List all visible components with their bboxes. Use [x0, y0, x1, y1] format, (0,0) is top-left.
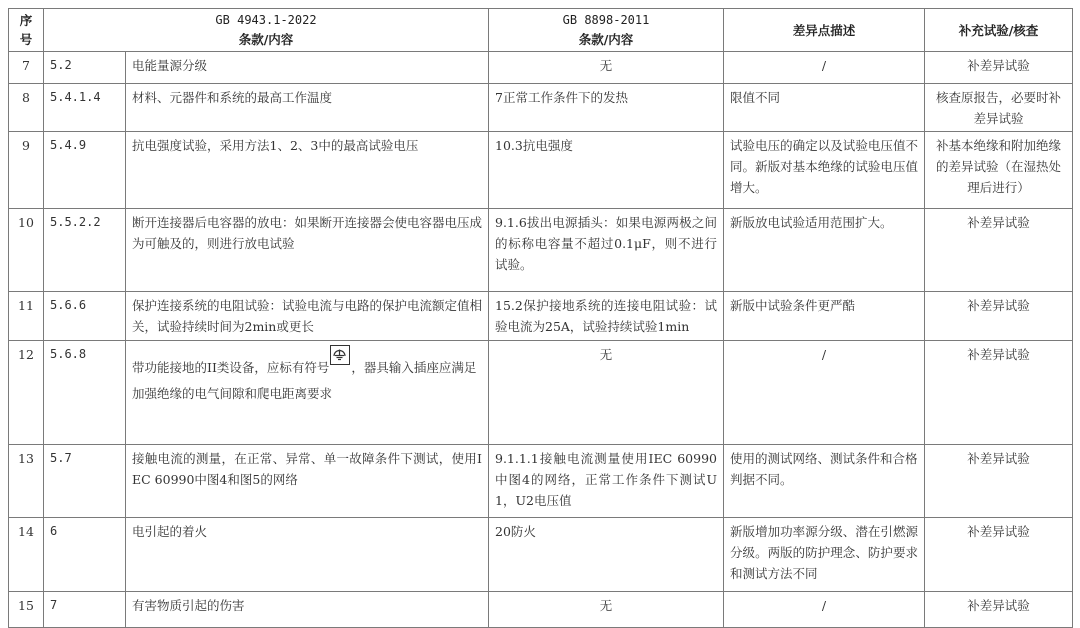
- row-supplement: 补差异试验: [925, 341, 1073, 445]
- row-no: 11: [9, 292, 44, 341]
- row-diff: 使用的测试网络、测试条件和合格判据不同。: [724, 445, 925, 518]
- row-diff: /: [724, 341, 925, 445]
- row-content: 有害物质引起的伤害: [126, 592, 489, 628]
- row-old-clause: 无: [489, 52, 724, 84]
- table-row: [9, 592, 1073, 628]
- row-old-clause: 无: [489, 341, 724, 445]
- row-clause: 5.2: [44, 52, 126, 84]
- row-content: 保护连接系统的电阻试验：试验电流与电路的保护电流额定值相关，试验持续时间为2min或更长: [126, 292, 489, 341]
- row-no: 8: [9, 84, 44, 132]
- row-clause: 5.6.6: [44, 292, 126, 341]
- row-no: 13: [9, 445, 44, 518]
- header-gb8898-sub: 条款/内容: [578, 32, 634, 47]
- table-row: [9, 52, 1073, 84]
- row-diff: /: [724, 592, 925, 628]
- row-no: 12: [9, 341, 44, 445]
- table-row: [9, 209, 1073, 292]
- table-row: [9, 518, 1073, 592]
- row-content-after: ，器具输入插座应满足加强绝缘的电气间隙和爬电距离要求: [132, 360, 477, 401]
- comparison-table: [8, 8, 1073, 628]
- row-diff: 新版增加功率源分级、潜在引燃源分级。两版的防护理念、防护要求和测试方法不同: [724, 518, 925, 592]
- row-no: 14: [9, 518, 44, 592]
- header-no: 序号: [9, 9, 44, 52]
- header-gb8898: [489, 9, 724, 52]
- row-old-clause: 无: [489, 592, 724, 628]
- row-diff: 试验电压的确定以及试验电压值不同。新版对基本绝缘的试验电压值增大。: [724, 132, 925, 209]
- header-gb4943: [44, 9, 489, 52]
- row-content: 电引起的着火: [126, 518, 489, 592]
- row-old-clause: 20防火: [489, 518, 724, 592]
- row-supplement: 补差异试验: [925, 445, 1073, 518]
- header-gb4943-name: GB 4943.1-2022: [215, 13, 317, 27]
- row-content: [126, 341, 489, 445]
- row-old-clause: 9.1.6拔出电源插头：如果电源两极之间的标称电容量不超过0.1μF，则不进行试验。: [489, 209, 724, 292]
- row-supplement: 补差异试验: [925, 52, 1073, 84]
- row-supplement: 补差异试验: [925, 518, 1073, 592]
- row-diff: /: [724, 52, 925, 84]
- row-clause: 5.5.2.2: [44, 209, 126, 292]
- row-old-clause: 7正常工作条件下的发热: [489, 84, 724, 132]
- header-gb8898-name: GB 8898-2011: [562, 13, 650, 27]
- header-diff: 差异点描述: [724, 9, 925, 52]
- row-content: 抗电强度试验，采用方法1、2、3中的最高试验电压: [126, 132, 489, 209]
- row-diff: 限值不同: [724, 84, 925, 132]
- row-no: 10: [9, 209, 44, 292]
- row-content: 接触电流的测量，在正常、异常、单一故障条件下测试，使用IEC 60990中图4和图5的网络: [126, 445, 489, 518]
- functional-earth-symbol-icon: [330, 345, 350, 365]
- row-clause: 7: [44, 592, 126, 628]
- table-row: [9, 132, 1073, 209]
- row-diff: 新版放电试验适用范围扩大。: [724, 209, 925, 292]
- row-content: 材料、元器件和系统的最高工作温度: [126, 84, 489, 132]
- row-supplement: 补差异试验: [925, 592, 1073, 628]
- row-supplement: 补基本绝缘和附加绝缘的差异试验（在湿热处理后进行）: [925, 132, 1073, 209]
- row-clause: 6: [44, 518, 126, 592]
- table-header-row: [9, 9, 1073, 52]
- table-row: [9, 341, 1073, 445]
- row-supplement: 核查原报告，必要时补差异试验: [925, 84, 1073, 132]
- row-content-before: 带功能接地的II类设备，应标有符号: [132, 360, 330, 375]
- row-no: 7: [9, 52, 44, 84]
- header-gb4943-sub: 条款/内容: [238, 32, 294, 47]
- row-no: 9: [9, 132, 44, 209]
- header-supplement: 补充试验/核查: [925, 9, 1073, 52]
- row-no: 15: [9, 592, 44, 628]
- row-content: 断开连接器后电容器的放电：如果断开连接器会使电容器电压成为可触及的，则进行放电试验: [126, 209, 489, 292]
- row-content: 电能量源分级: [126, 52, 489, 84]
- row-diff: 新版中试验条件更严酷: [724, 292, 925, 341]
- table-row: [9, 84, 1073, 132]
- row-old-clause: 15.2保护接地系统的连接电阻试验：试验电流为25A，试验持续试验1min: [489, 292, 724, 341]
- row-supplement: 补差异试验: [925, 209, 1073, 292]
- row-clause: 5.7: [44, 445, 126, 518]
- row-supplement: 补差异试验: [925, 292, 1073, 341]
- row-old-clause: 10.3抗电强度: [489, 132, 724, 209]
- table-row: [9, 445, 1073, 518]
- table-row: [9, 292, 1073, 341]
- row-clause: 5.4.9: [44, 132, 126, 209]
- row-clause: 5.4.1.4: [44, 84, 126, 132]
- row-old-clause: 9.1.1.1接触电流测量使用IEC 60990中图4的网络，正常工作条件下测试U1，U2电压值: [489, 445, 724, 518]
- row-clause: 5.6.8: [44, 341, 126, 445]
